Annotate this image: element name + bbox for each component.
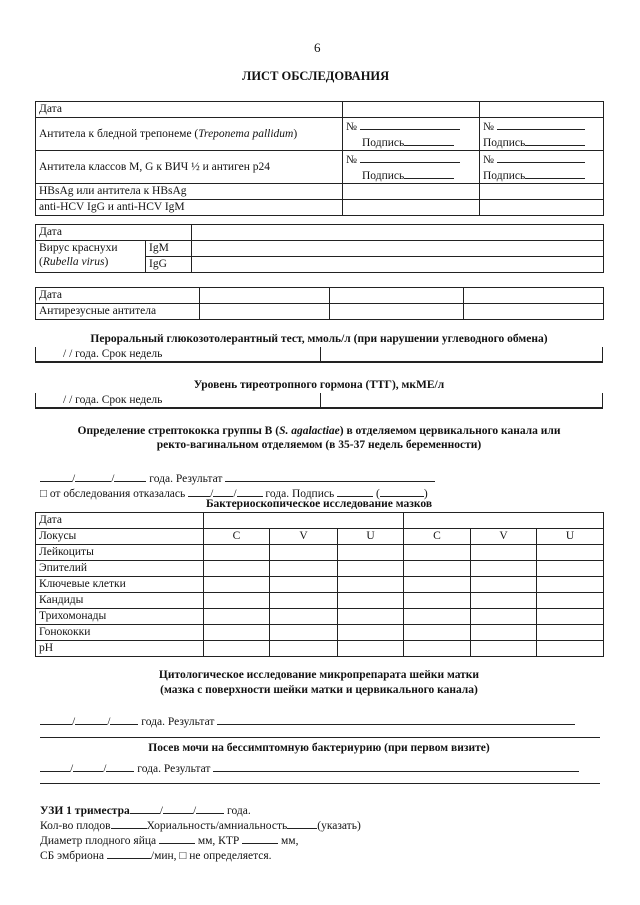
- result-cell[interactable]: [480, 200, 604, 216]
- row-label: Лейкоциты: [36, 545, 204, 561]
- locus-c: C: [204, 529, 270, 545]
- cell[interactable]: [338, 593, 404, 609]
- row-label: Эпителий: [36, 561, 204, 577]
- igm-label: IgM: [146, 241, 192, 257]
- cell[interactable]: [537, 545, 604, 561]
- rhesus-table: [35, 287, 604, 320]
- cell[interactable]: [270, 593, 338, 609]
- rubella-table: [35, 224, 604, 273]
- usg-title: УЗИ 1 триместра: [40, 805, 130, 817]
- urine-heading: Посев мочи на бессимптомную бактериурию (при первом визите): [148, 742, 490, 754]
- result-cell[interactable]: [480, 184, 604, 200]
- result-cell[interactable]: № Подпись: [480, 118, 604, 151]
- result-cell[interactable]: [343, 184, 480, 200]
- hcv-label: anti-HCV IgG и anti-HCV IgM: [36, 200, 343, 216]
- cell[interactable]: [404, 577, 471, 593]
- table-row: [36, 609, 604, 625]
- table-row: [36, 625, 604, 641]
- date-cell[interactable]: [480, 102, 604, 118]
- cell[interactable]: [270, 641, 338, 657]
- date-cell[interactable]: [192, 225, 604, 241]
- cell[interactable]: [204, 641, 270, 657]
- date-label: Дата: [36, 225, 192, 241]
- result-cell[interactable]: № Подпись: [343, 151, 480, 184]
- cell[interactable]: [270, 625, 338, 641]
- table-row: [36, 288, 604, 304]
- microscopy-table: [35, 512, 604, 657]
- cell[interactable]: [404, 609, 471, 625]
- cell[interactable]: [204, 625, 270, 641]
- locus-u: U: [338, 529, 404, 545]
- table-row: [36, 641, 604, 657]
- tsh-row[interactable]: [35, 393, 603, 409]
- table-row: [36, 151, 604, 184]
- cell[interactable]: [204, 561, 270, 577]
- table-row: [36, 200, 604, 216]
- cell[interactable]: [537, 641, 604, 657]
- date-cell[interactable]: [204, 513, 404, 529]
- igg-label: IgG: [146, 257, 192, 273]
- usg-title-line[interactable]: УЗИ 1 триместра / / года.: [40, 802, 251, 817]
- locus-v: V: [471, 529, 537, 545]
- result-cell[interactable]: № Подпись: [343, 118, 480, 151]
- cell[interactable]: [404, 593, 471, 609]
- result-cell[interactable]: [192, 257, 604, 273]
- result-cell[interactable]: № Подпись: [480, 151, 604, 184]
- result-cell[interactable]: [343, 200, 480, 216]
- cell[interactable]: [537, 625, 604, 641]
- tsh-date-text: / / года. Срок недель: [63, 394, 163, 406]
- cell[interactable]: [338, 577, 404, 593]
- result-cell[interactable]: [464, 304, 604, 320]
- result-cell[interactable]: [192, 241, 604, 257]
- cell[interactable]: [270, 545, 338, 561]
- date-label: Дата: [36, 513, 204, 529]
- cell[interactable]: [404, 641, 471, 657]
- cell[interactable]: [338, 545, 404, 561]
- cell[interactable]: [471, 577, 537, 593]
- rubella-label: Вирус краснухи (Rubella virus): [36, 241, 146, 273]
- cell[interactable]: [204, 577, 270, 593]
- table-row: [36, 304, 604, 320]
- cell[interactable]: [537, 593, 604, 609]
- cell[interactable]: [338, 641, 404, 657]
- table-row: [36, 225, 604, 241]
- cell[interactable]: [404, 545, 471, 561]
- cell[interactable]: [338, 609, 404, 625]
- cell[interactable]: [270, 577, 338, 593]
- tsh-heading: Уровень тиреотропного гормона (ТТГ), мкМЕ/л: [193, 379, 445, 391]
- result-cell[interactable]: [330, 304, 464, 320]
- urine-extra-line[interactable]: [40, 783, 600, 784]
- treponema-label: Антитела к бледной трепонеме (Treponema pallidum): [36, 118, 343, 151]
- date-label: Дата: [36, 288, 200, 304]
- result-cell[interactable]: [200, 304, 330, 320]
- locus-v: V: [270, 529, 338, 545]
- cell[interactable]: [471, 641, 537, 657]
- locus-u: U: [537, 529, 604, 545]
- rhesus-label: Антирезусные антитела: [36, 304, 200, 320]
- cell[interactable]: [338, 561, 404, 577]
- locus-c: C: [404, 529, 471, 545]
- table-row: [36, 529, 604, 545]
- row-label: pH: [36, 641, 204, 657]
- cell[interactable]: [537, 609, 604, 625]
- urine-result-line[interactable]: / / года. Результат: [40, 760, 579, 775]
- usg-line-1[interactable]: Кол-во плодов Хориальность/амниальность (указать): [40, 817, 361, 832]
- row-label: Ключевые клетки: [36, 577, 204, 593]
- loci-label: Локусы: [36, 529, 204, 545]
- table-row: [36, 184, 604, 200]
- hbsag-label: HBsAg или антитела к HBsAg: [36, 184, 343, 200]
- cell[interactable]: [471, 625, 537, 641]
- cell[interactable]: [204, 593, 270, 609]
- date-cell[interactable]: [343, 102, 480, 118]
- glucose-date-text: / / года. Срок недель: [63, 348, 163, 360]
- strep-heading: Определение стрептококка группы В (S. agalactiae) в отделяемом цервикального канала или: [77, 425, 561, 437]
- page-title: ЛИСТ ОБСЛЕДОВАНИЯ: [242, 69, 390, 83]
- serology-table: [35, 101, 604, 216]
- glucose-row[interactable]: [35, 347, 603, 363]
- cell[interactable]: [404, 625, 471, 641]
- cell[interactable]: [537, 577, 604, 593]
- cell[interactable]: [404, 561, 471, 577]
- cell[interactable]: [270, 609, 338, 625]
- usg-line-2[interactable]: Диаметр плодного яйца мм, КТР мм,: [40, 832, 298, 847]
- date-cell[interactable]: [404, 513, 604, 529]
- cell[interactable]: [338, 625, 404, 641]
- cell[interactable]: [270, 561, 338, 577]
- cell[interactable]: [471, 609, 537, 625]
- cell[interactable]: [204, 545, 270, 561]
- date-cell[interactable]: [200, 288, 330, 304]
- table-row: [36, 513, 604, 529]
- micro-heading: Бактериоскопическое исследование мазков: [205, 498, 433, 510]
- strep-refused-line[interactable]: □ от обследования отказалась / / года. Подпись ( ): [40, 485, 428, 500]
- date-label: Дата: [36, 102, 343, 118]
- table-row: [36, 545, 604, 561]
- cyto-heading: Цитологическое исследование микропрепарата шейки матки: [158, 669, 480, 681]
- strep-result-line[interactable]: / / года. Результат: [40, 470, 435, 485]
- page-number: 6: [314, 40, 321, 55]
- cell[interactable]: [537, 561, 604, 577]
- row-label: Гонококки: [36, 625, 204, 641]
- cell[interactable]: [471, 593, 537, 609]
- table-row: [36, 593, 604, 609]
- row-label: Трихомонады: [36, 609, 204, 625]
- date-cell[interactable]: [330, 288, 464, 304]
- cell[interactable]: [471, 545, 537, 561]
- table-row: [36, 102, 604, 118]
- glucose-heading: Пероральный глюкозотолерантный тест, ммоль/л (при нарушении углеводного обмена): [90, 333, 548, 345]
- cyto-extra-line[interactable]: [40, 737, 600, 738]
- table-row: [36, 577, 604, 593]
- cell[interactable]: [471, 561, 537, 577]
- table-row: [36, 118, 604, 151]
- cyto-result-line[interactable]: / / года. Результат: [40, 713, 575, 728]
- table-row: [36, 561, 604, 577]
- table-row: [36, 241, 604, 257]
- row-label: Кандиды: [36, 593, 204, 609]
- hiv-label: Антитела классов M, G к ВИЧ ½ и антиген p24: [36, 151, 343, 184]
- usg-line-3[interactable]: СБ эмбриона /мин, □ не определяется.: [40, 847, 272, 862]
- cell[interactable]: [204, 609, 270, 625]
- cyto-heading-2: (мазка с поверхности шейки матки и цервикального канала): [160, 684, 478, 696]
- strep-heading-2: ректо-вагинальном отделяемом (в 35-37 недель беременности): [156, 439, 482, 451]
- date-cell[interactable]: [464, 288, 604, 304]
